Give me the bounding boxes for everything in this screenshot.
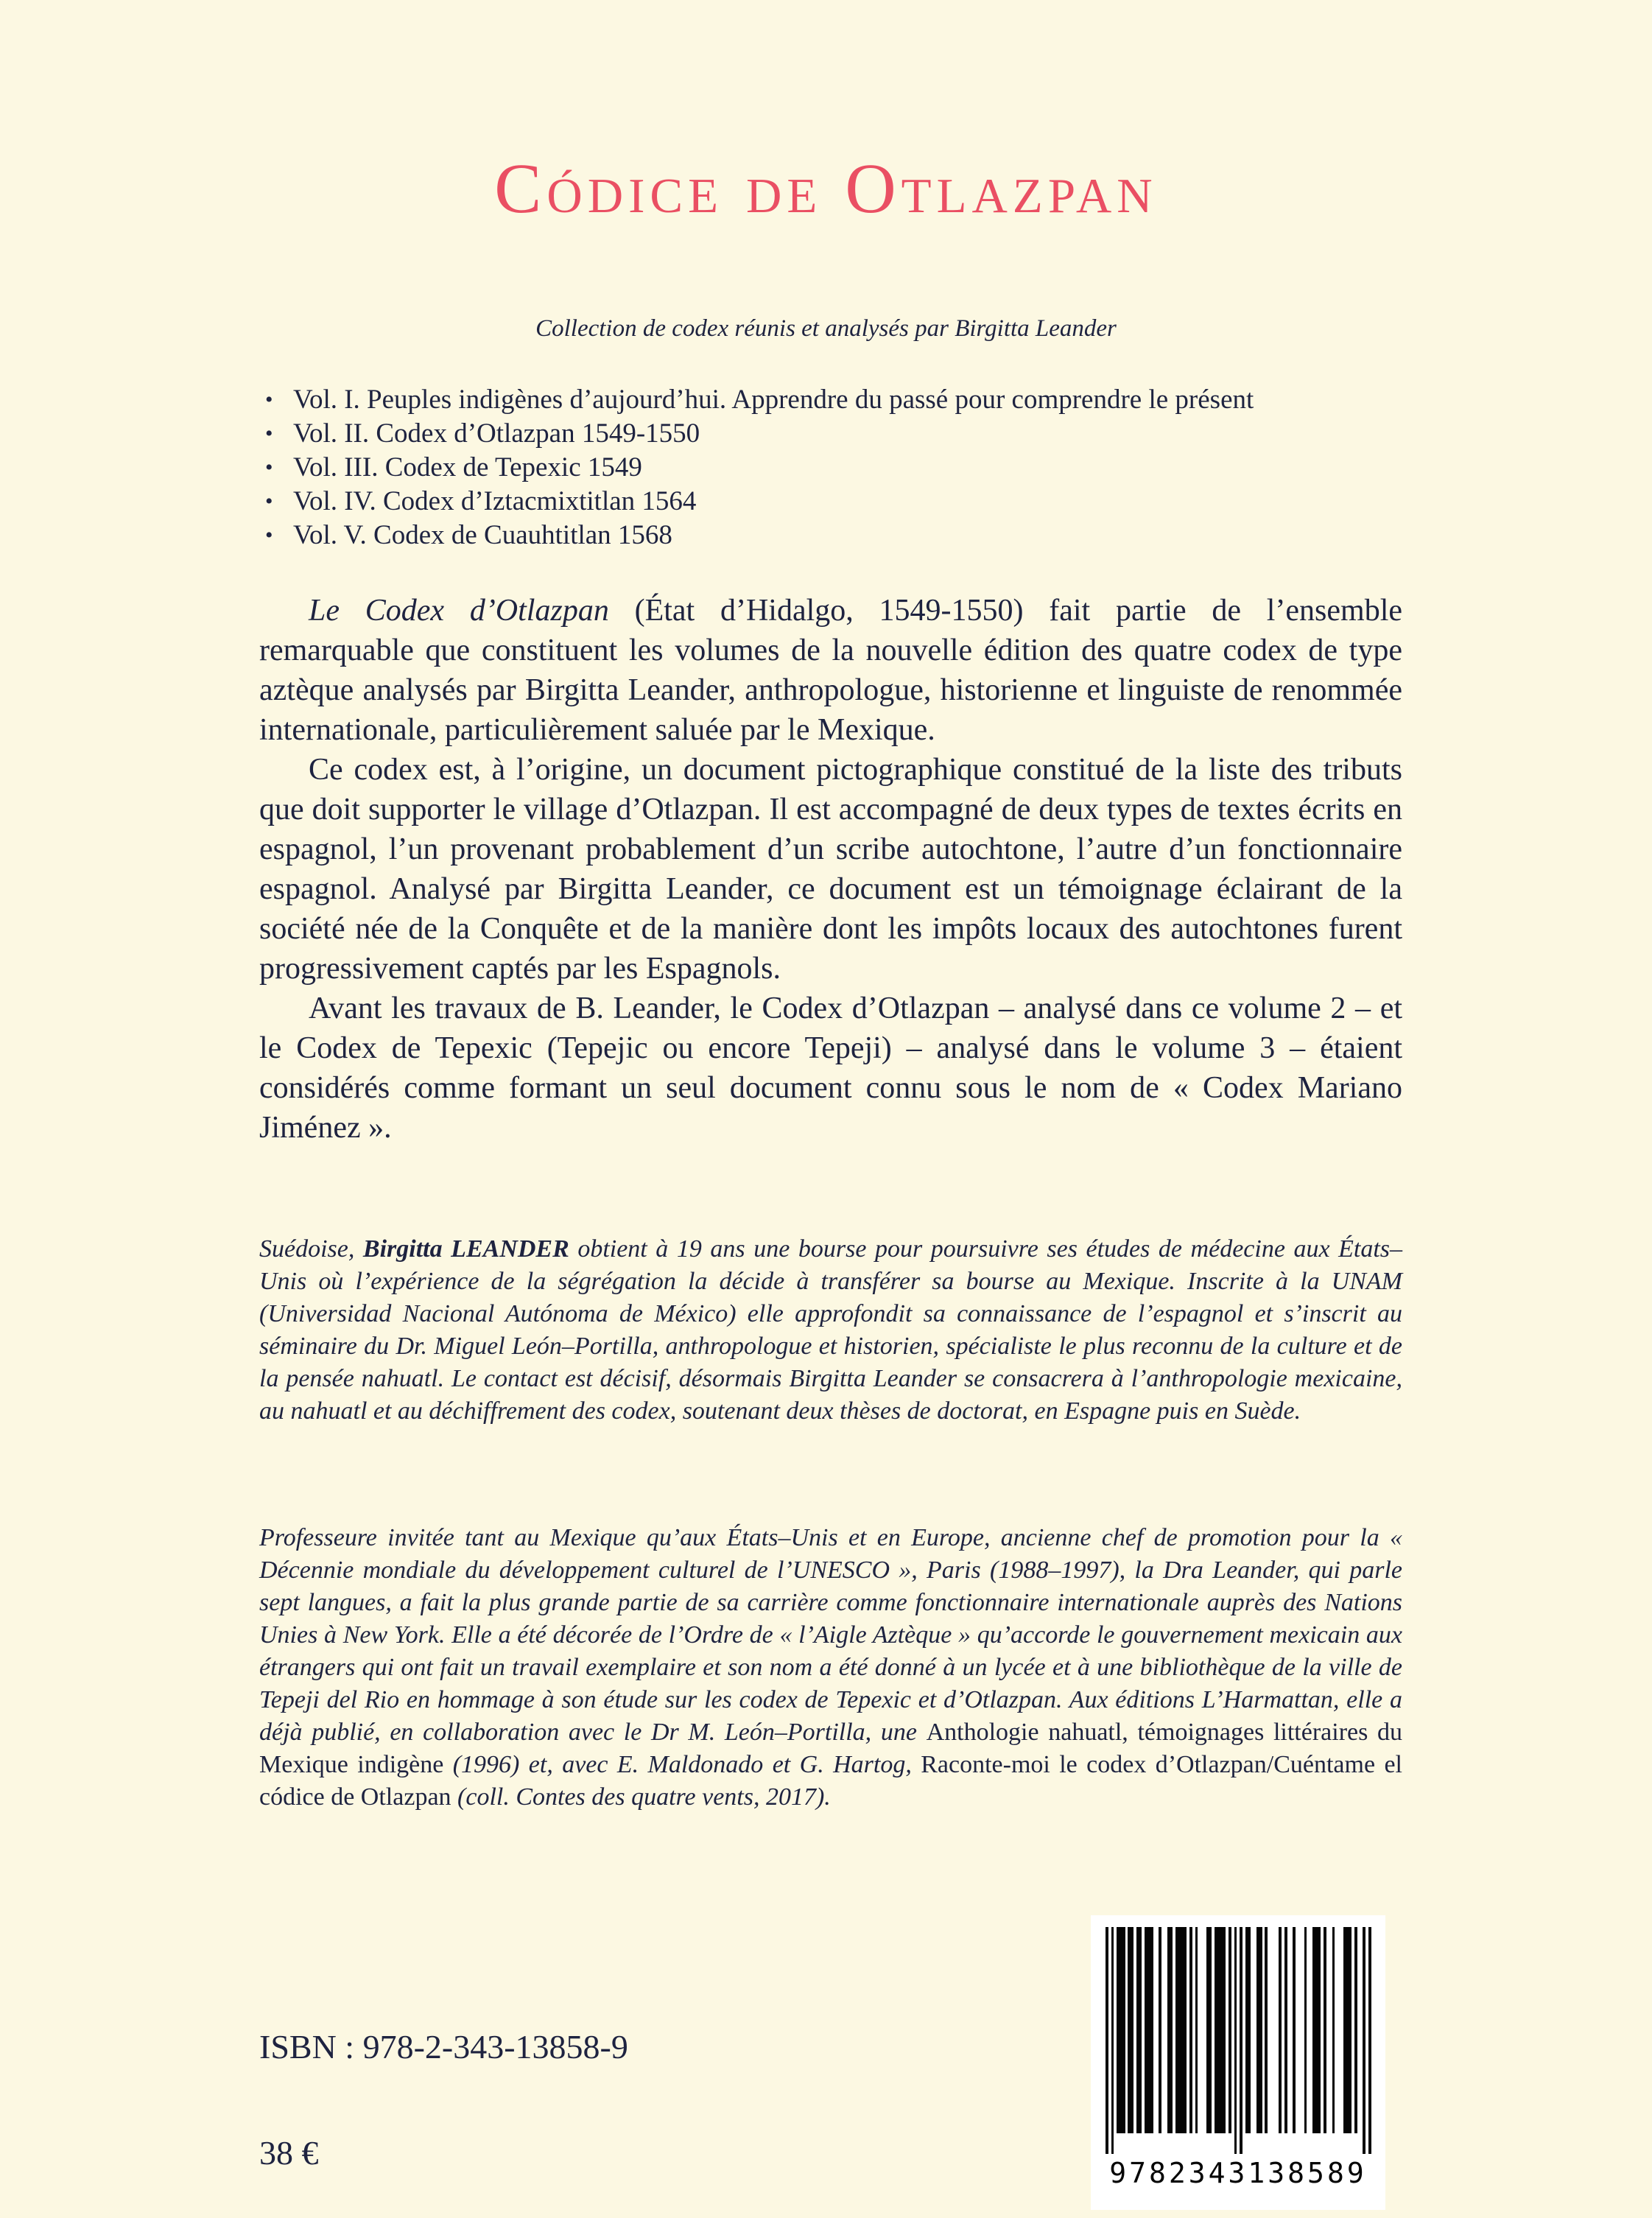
bio-lead: Suédoise,: [259, 1235, 363, 1263]
synopsis-paragraph-1-text: (État d’Hidalgo, 1549-1550) fait partie de l’ensemble remarquable que constituent les volumes de la nouvelle édition des quatre codex de type aztèque analysés par Birgitta Leander, anthropologue, historienne et linguiste de renommée internationale, particulièrement saluée par le Mexique.: [259, 594, 1403, 747]
barcode-bars: [1106, 1927, 1371, 2133]
author-name: Birgitta LEANDER: [362, 1235, 569, 1263]
cited-work-title-1: Anthologie nahuatl, témoignages littéraires du Mexique indigène: [259, 1719, 1403, 1778]
volume-list-item: • Vol. I. Peuples indigènes d’aujourd’hui. Apprendre du passé pour comprendre le présent: [259, 383, 1408, 417]
career-text-3: (coll. Contes des quatre vents, 2017).: [451, 1783, 831, 1811]
volume-list-item: • Vol. II. Codex d’Otlazpan 1549-1550: [259, 417, 1408, 451]
author-career-paragraph: [259, 1522, 1402, 1814]
barcode: [1091, 1915, 1385, 2210]
isbn-text: ISBN : 978-2-343-13858-9: [259, 2028, 628, 2066]
volume-list-item: • Vol. III. Codex de Tepexic 1549: [259, 451, 1408, 485]
book-title-inline: Le Codex d’Otlazpan: [309, 594, 609, 628]
author-bio-paragraph: [259, 1233, 1402, 1428]
cited-work-title-2: Raconte-moi le codex d’Otlazpan/Cuéntame el códice de Otlazpan: [259, 1751, 1402, 1811]
career-text-1: Professeure invitée tant au Mexique qu’aux États–Unis et en Europe, ancienne chef de promotion pour la « Décennie mondiale du développement culturel de l’UNESCO », Paris (1988–1997), la Dra Leander, qui parle sept langues, a fait la plus grande partie de sa carrière comme fonctionnaire internationale auprès des Nations Unies à New York. Elle a été décorée de l’Ordre de « l’Aigle Aztèque » qu’accorde le gouvernement mexicain aux étrangers qui ont fait un travail exemplaire et son nom a été donné à un lycée et à une bibliothèque de la ville de Tepeji del Rio en hommage à son étude sur les codex de Tepexic et d’Otlazpan. Aux éditions L’Harmattan, elle a déjà publié, en collaboration avec le Dr M. León–Portilla, une: [259, 1524, 1402, 1746]
collection-subtitle: Collection de codex réunis et analysés par Birgitta Leander: [535, 315, 1117, 342]
volume-list: [259, 383, 1408, 552]
price-text: 38 €: [259, 2134, 319, 2172]
author-career-block: [259, 1522, 1402, 1814]
synopsis-block: [259, 591, 1402, 1148]
barcode-bar: [1368, 1927, 1371, 2154]
synopsis-paragraph-1: [259, 591, 1402, 750]
bio-text: obtient à 19 ans une bourse pour poursuivre ses études de médecine aux États–Unis où l’expérience de la ségrégation la décide à transférer sa bourse au Mexique. Inscrite à la UNAM (Universidad Nacional Autónoma de México) elle approfondit sa connaissance de l’espagnol et s’inscrit au séminaire du Dr. Miguel León–Portilla, anthropologue et historien, spécialiste le plus reconnu de la culture et de la pensée nahuatl. Le contact est décisif, désormais Birgitta Leander se consacrera à l’anthropologie mexicaine, au nahuatl et au déchiffrement des codex, soutenant deux thèses de doctorat, en Espagne puis en Suède.: [259, 1235, 1403, 1425]
career-text-2: (1996) et, avec E. Maldonado et G. Hartog,: [443, 1751, 921, 1778]
synopsis-paragraph-2: Ce codex est, à l’origine, un document pictographique constitué de la liste des tributs que doit supporter le village d’Otlazpan. Il est accompagné de deux types de textes écrits en espagnol, l’un provenant probablement d’un scribe autochtone, l’autre d’un fonctionnaire espagnol. Analysé par Birgitta Leander, ce document est un témoignage éclairant de la société née de la Conquête et de la manière dont les impôts locaux des autochtones furent progressivement captés par les Espagnols.: [259, 753, 1402, 986]
author-bio-block: [259, 1233, 1402, 1428]
barcode-digits: 9782343138589: [1109, 2157, 1367, 2189]
volume-list-item: • Vol. IV. Codex d’Iztacmixtitlan 1564: [259, 485, 1408, 519]
synopsis-paragraph-3: Avant les travaux de B. Leander, le Codex d’Otlazpan – analysé dans ce volume 2 – et le Codex de Tepexic (Tepejic ou encore Tepeji) – analysé dans le volume 3 – étaient considérés comme formant un seul document connu sous le nom de « Codex Mariano Jiménez ».: [259, 992, 1402, 1145]
book-title: Códice de Otlazpan: [494, 149, 1158, 228]
volume-list-item: • Vol. V. Codex de Cuauhtitlan 1568: [259, 519, 1408, 552]
